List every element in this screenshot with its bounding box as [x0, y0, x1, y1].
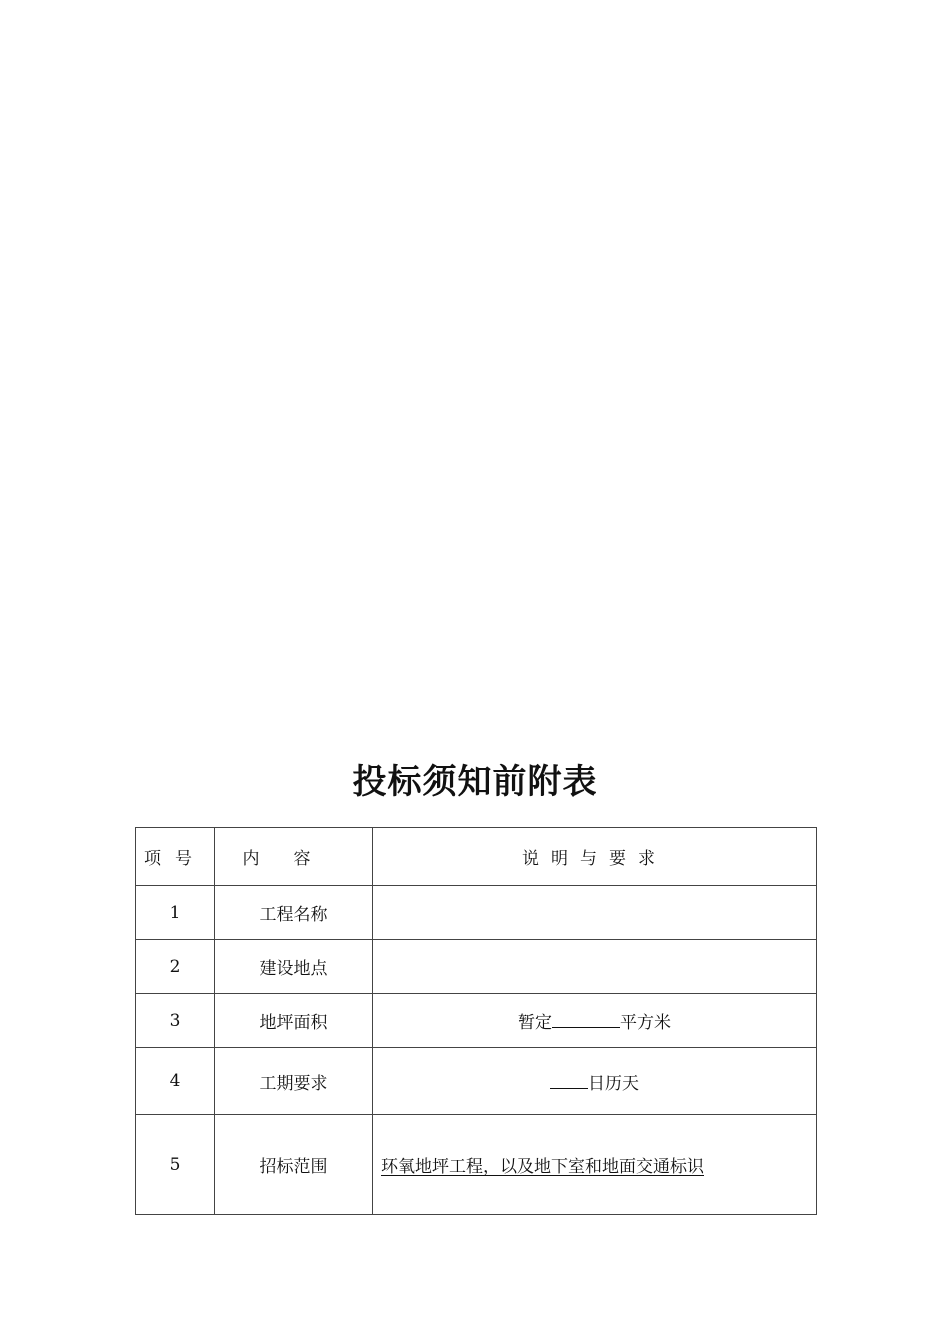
days-blank-field: [550, 1069, 588, 1089]
row-description: [373, 940, 817, 994]
bid-notice-appendix-table: [135, 827, 817, 1215]
row-description: [373, 886, 817, 940]
row-number: 4: [136, 1048, 215, 1115]
table-row: [136, 1115, 817, 1215]
page-title: 投标须知前附表: [352, 762, 598, 802]
header-description-requirements: 说明与要求: [373, 828, 817, 886]
row-description: [373, 1048, 817, 1115]
header-item-number: 项号: [136, 828, 215, 886]
table-row: [136, 994, 817, 1048]
row-number: 3: [136, 994, 215, 1048]
row-item: 地坪面积: [215, 994, 373, 1048]
row-item: 工期要求: [215, 1048, 373, 1115]
area-unit: 平方米: [620, 1013, 671, 1033]
days-unit: 日历天: [588, 1073, 639, 1094]
row-number: 5: [136, 1115, 215, 1215]
header-content: 内容: [215, 828, 373, 886]
row-number: 2: [136, 940, 215, 994]
row-description: [373, 994, 817, 1048]
table-row: [136, 886, 817, 940]
scope-text: 环氧地坪工程，以及地下室和地面交通标识: [381, 1157, 704, 1177]
row-item: 招标范围: [215, 1115, 373, 1215]
area-prefix: 暂定: [518, 1013, 552, 1033]
row-item: 工程名称: [215, 886, 373, 940]
row-description: [373, 1115, 817, 1215]
row-number: 1: [136, 886, 215, 940]
row-item: 建设地点: [215, 940, 373, 994]
table-row: [136, 1048, 817, 1115]
area-blank-field: [552, 1008, 620, 1028]
table-header-row: [136, 828, 817, 886]
table-row: [136, 940, 817, 994]
